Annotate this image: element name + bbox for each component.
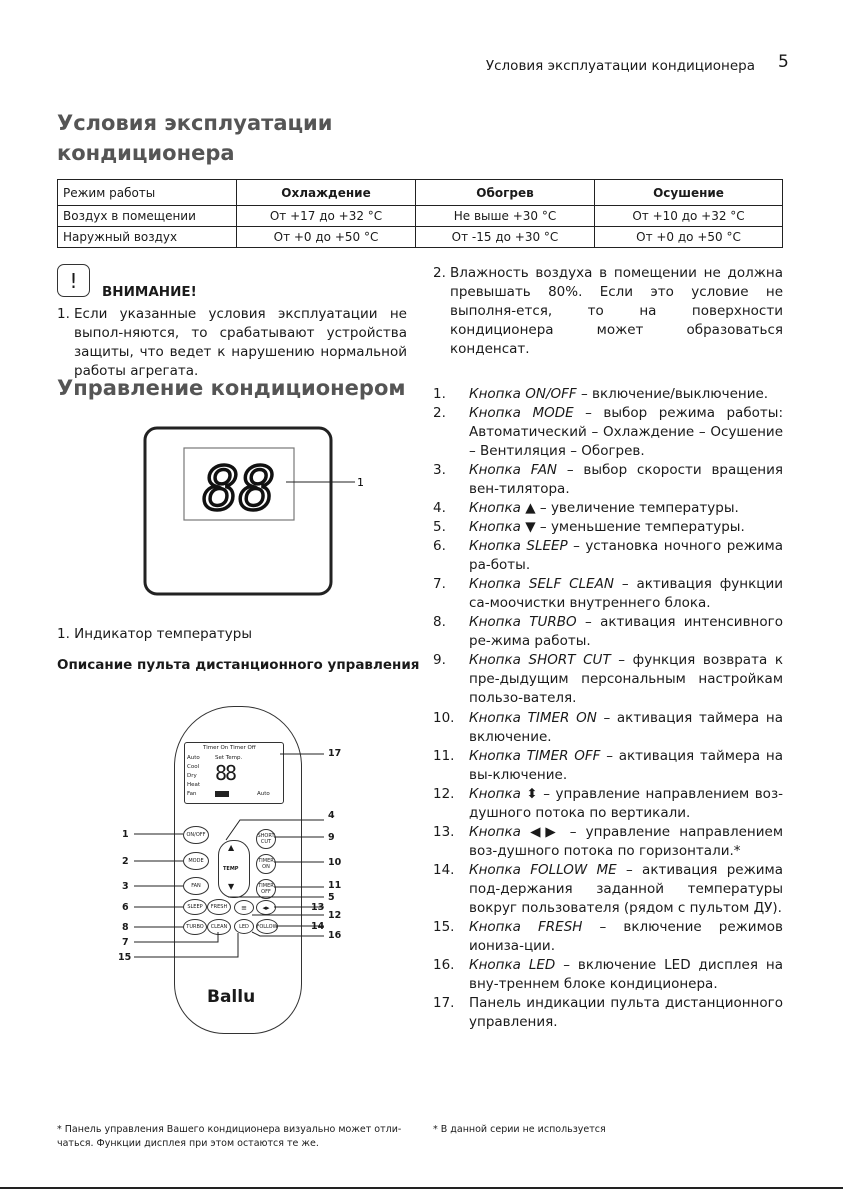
page-number: 5 (778, 52, 789, 72)
control-name: Кнопка FOLLOW ME (469, 862, 617, 878)
lcd-cool: Cool (187, 764, 200, 770)
onoff-button[interactable]: ON/OFF (183, 826, 209, 844)
list-text (469, 709, 783, 747)
control-description: – активация функции са-моочистки внутреннего блока. (469, 576, 783, 611)
list-text (469, 385, 783, 404)
led-button[interactable]: LED (234, 919, 254, 934)
list-text (469, 518, 783, 537)
list-text (469, 747, 783, 785)
table-cell: От +17 до +32 °C (237, 206, 416, 227)
table-header-cell: Режим работы (58, 180, 237, 206)
list-number: 3. (433, 462, 446, 478)
warning-item-1 (57, 305, 407, 381)
lcd-auto: Auto (187, 755, 200, 761)
list-number: 9. (433, 652, 446, 668)
callout-5: 5 (328, 892, 335, 903)
warning-text: Если указанные условия эксплуатации не выпол-няются, то срабатывают устройства защиты, что ведет к нарушению нормальной работы агрегата. (74, 306, 407, 379)
mode-button[interactable]: MODE (183, 852, 209, 870)
control-description: – активация таймера на вы-ключение. (469, 748, 783, 783)
horizontal-swing-button[interactable]: ◂▸ (256, 900, 276, 915)
timer-off-button[interactable]: TIMER OFF (256, 879, 276, 899)
section-title-line1: Условия эксплуатации (57, 111, 333, 135)
control-description: – увеличение температуры. (535, 500, 739, 516)
warning-label: ВНИМАНИЕ! (102, 284, 197, 300)
list-number: 2. (433, 405, 446, 421)
callout-3: 3 (122, 881, 129, 892)
control-name: Кнопка ◀▶ (469, 824, 561, 840)
exclamation-icon: ! (57, 264, 90, 297)
list-number: 16. (433, 957, 455, 973)
running-header: Условия эксплуатации кондиционера (485, 58, 755, 74)
list-number: 14. (433, 862, 455, 878)
footnote-left: * Панель управления Вашего кондиционера визуально может отли-чаться. Функции дисплея при этом остаются те же. (57, 1124, 402, 1149)
list-number: 15. (433, 919, 455, 935)
list-number: 1. (57, 306, 70, 322)
control-name: Кнопка FAN (469, 462, 558, 478)
lcd-dry: Dry (187, 773, 197, 779)
operating-conditions-table (57, 179, 783, 248)
list-number: 7. (433, 576, 446, 592)
lcd-digits: 88 (215, 761, 236, 785)
vertical-swing-button[interactable]: ≡ (234, 900, 254, 915)
list-text (469, 404, 783, 461)
control-name: Кнопка ⬍ (469, 786, 538, 802)
control-name: Кнопка MODE (469, 405, 574, 421)
table-header-row (58, 180, 783, 206)
table-cell: От +10 до +32 °C (595, 206, 783, 227)
control-name: Кнопка SHORT CUT (469, 652, 611, 668)
list-text (469, 918, 783, 956)
table-cell: От -15 до +30 °C (416, 227, 595, 248)
table-header-cell: Осушение (595, 180, 783, 206)
indicator-figure (140, 426, 375, 598)
footnote-right: * В данной серии не используется (433, 1124, 606, 1135)
indicator-caption: 1. Индикатор температуры (57, 626, 253, 642)
table-cell: Наружный воздух (58, 227, 237, 248)
control-name: Кнопка TIMER ON (469, 710, 597, 726)
control-name: Кнопка ON/OFF (469, 386, 577, 402)
callout-13: 13 (311, 902, 325, 913)
list-number: 4. (433, 500, 446, 516)
sleep-button[interactable]: SLEEP (183, 899, 207, 915)
callout-6: 6 (122, 902, 129, 913)
control-description: – управление направлением воз-душного потока по вертикали. (469, 786, 783, 821)
lcd-timer: Timer On Timer Off (203, 745, 256, 751)
list-number: 13. (433, 824, 455, 840)
list-text (469, 575, 783, 613)
turbo-button[interactable]: TURBO (183, 919, 207, 935)
list-text (469, 785, 783, 823)
remote-title: Описание пульта дистанционного управления (57, 657, 420, 673)
lcd-set-temp: Set Temp. (215, 755, 243, 761)
fresh-button[interactable]: FRESH (207, 899, 231, 915)
callout-label: 1 (357, 476, 364, 489)
clean-button[interactable]: CLEAN (207, 919, 231, 935)
temp-up-icon[interactable]: ▲ (228, 843, 235, 852)
bottom-rule (0, 1187, 843, 1189)
list-number: 12. (433, 786, 455, 802)
control-description: – активация режима под-держания заданной температуры вокруг пользователя (рядом с пультом ДУ). (469, 862, 783, 916)
list-number: 2. (433, 265, 446, 281)
control-name: Кнопка ▲ (469, 500, 536, 516)
table-header-cell: Охлаждение (237, 180, 416, 206)
table-cell: Воздух в помещении (58, 206, 237, 227)
section-title (57, 108, 332, 168)
control-name: Кнопка SELF CLEAN (469, 576, 614, 592)
warning-text: Влажность воздуха в помещении не должна превышать 80%. Если это условие не выполня-ется, то на поверхности кондиционера может образоваться конденсат. (450, 265, 783, 357)
list-text (469, 499, 783, 518)
section-title-line2: кондиционера (57, 141, 235, 165)
warning-item-2 (433, 264, 783, 359)
list-text (469, 537, 783, 575)
table-cell: Не выше +30 °C (416, 206, 595, 227)
temp-down-icon[interactable]: ▼ (228, 882, 235, 891)
list-number: 17. (433, 995, 455, 1011)
control-description: – управление направлением воз-душного потока по горизонтали.* (469, 824, 783, 859)
callout-14: 14 (311, 921, 325, 932)
list-number: 10. (433, 710, 455, 726)
control-description: – включение режимов иониза-ции. (469, 919, 783, 954)
control-name: Кнопка LED (469, 957, 556, 973)
table-header-cell: Обогрев (416, 180, 595, 206)
indicator-digits: 88 (202, 454, 276, 524)
list-text (469, 861, 783, 918)
control-description: – включение LED дисплея на вну-треннем блоке кондиционера. (469, 957, 783, 992)
control-description: – включение/выключение. (576, 386, 769, 402)
callout-9: 9 (328, 832, 335, 843)
control-description: – выбор режима работы: Автоматический – Охлаждение – Осушение – Вентиляция – Обогрев. (469, 405, 783, 459)
list-text (469, 613, 783, 651)
control-description: – активация интенсивного ре-жима работы. (469, 614, 783, 649)
control-name: Кнопка TURBO (469, 614, 577, 630)
lcd-fan: Fan (187, 791, 197, 797)
table-row (58, 206, 783, 227)
control-description: – выбор скорости вращения вен-тилятора. (469, 462, 783, 497)
table-cell: От +0 до +50 °C (237, 227, 416, 248)
list-number: 5. (433, 519, 446, 535)
list-number: 11. (433, 748, 455, 764)
temp-label: TEMP (223, 866, 239, 872)
callout-4: 4 (328, 810, 335, 821)
follow-me-button[interactable]: FOLLOW (256, 919, 278, 934)
callout-10: 10 (328, 857, 342, 868)
control-name: Кнопка SLEEP (469, 538, 568, 554)
list-number: 6. (433, 538, 446, 554)
callout-17: 17 (328, 748, 342, 759)
list-text (469, 994, 783, 1032)
callout-1: 1 (122, 829, 129, 840)
list-text (469, 956, 783, 994)
control-description: – функция возврата к пре-дыдущим персональным настройкам пользо-вателя. (469, 652, 783, 706)
table-cell: От +0 до +50 °C (595, 227, 783, 248)
section-title-control: Управление кондиционером (57, 376, 406, 400)
callout-8: 8 (122, 922, 129, 933)
lcd-fan-auto: Auto (257, 791, 270, 797)
lcd-heat: Heat (187, 782, 201, 788)
list-number: 1. (433, 386, 446, 402)
list-number: 8. (433, 614, 446, 630)
control-description: – установка ночного режима ра-боты. (469, 538, 783, 573)
callout-11: 11 (328, 880, 342, 891)
control-description: – активация таймера на включение. (469, 710, 783, 745)
callout-2: 2 (122, 856, 129, 867)
callout-15: 15 (118, 952, 132, 963)
callout-7: 7 (122, 937, 129, 948)
control-name: Кнопка TIMER OFF (469, 748, 601, 764)
list-text (469, 651, 783, 708)
callout-12: 12 (328, 910, 342, 921)
remote-callout-lines (110, 740, 350, 970)
control-description: – уменьшение температуры. (535, 519, 745, 535)
list-text (469, 823, 783, 861)
timer-on-button[interactable]: TIMER ON (256, 854, 276, 874)
control-name: Кнопка FRESH (469, 919, 583, 935)
list-text (469, 461, 783, 499)
callout-16: 16 (328, 930, 342, 941)
fan-button[interactable]: FAN (183, 877, 209, 895)
control-description: Панель индикации пульта дистанционного управления. (469, 995, 783, 1030)
short-cut-button[interactable]: SHORT CUT (256, 829, 276, 849)
table-row (58, 227, 783, 248)
control-name: Кнопка ▼ (469, 519, 536, 535)
brand-logo: Ballu (207, 987, 256, 1007)
